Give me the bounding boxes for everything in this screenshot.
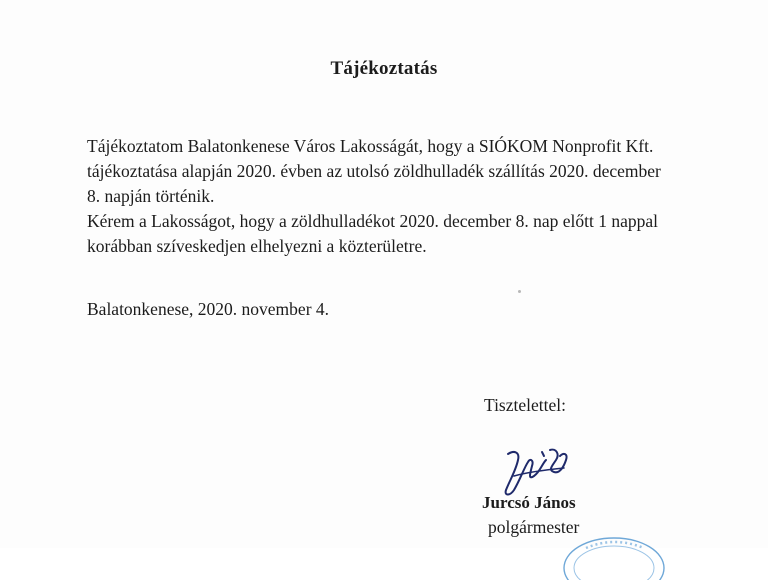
closing-greeting: Tisztelettel: [484,395,566,415]
scan-speck [518,290,521,293]
signer-name: Jurcsó János [482,493,576,512]
paragraph-line: Tájékoztatom Balatonkenese Város Lakosságát, hogy a SIÓKOM Nonprofit Kft. [87,136,654,156]
paragraph-line: Kérem a Lakosságot, hogy a zöldhulladékot 2020. december 8. nap előtt 1 nappal [87,211,659,231]
paragraph-line: tájékoztatása alapján 2020. évben az utolsó zöldhulladék szállítás 2020. december [87,161,661,181]
paragraph-line: 8. napján történik. [87,186,215,206]
paragraph-line: korábban szíveskedjen elhelyezni a közterületre. [87,236,427,256]
document-title: Tájékoztatás [330,58,438,79]
official-stamp [556,520,666,580]
paragraph-request [87,209,697,259]
paragraph-notice [87,134,697,209]
signer-role: polgármester [488,517,580,537]
place-date: Balatonkenese, 2020. november 4. [87,299,330,319]
